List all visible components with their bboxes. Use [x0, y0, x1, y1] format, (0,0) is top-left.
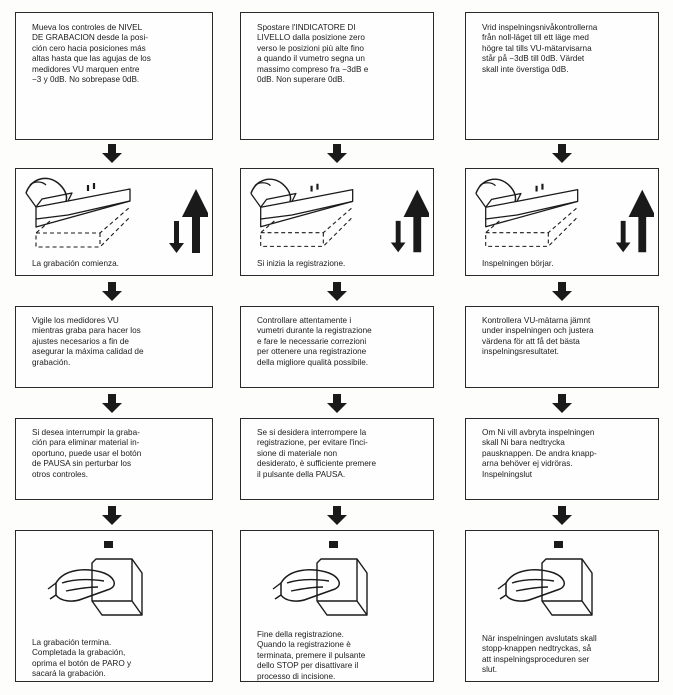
col2-step5-text: Fine della registrazione. Quando la registrazione è terminata, premere il pulsante dello STOP per disattivare il processo di incisione.	[257, 630, 366, 681]
stop-button-finger-icon	[271, 539, 401, 629]
down-arrow-icon	[326, 144, 348, 164]
level-control-illustration-icon	[22, 173, 208, 261]
down-arrow-icon	[551, 394, 573, 414]
down-arrow-icon	[326, 506, 348, 526]
down-arrow-icon	[101, 144, 123, 164]
down-arrow-icon	[551, 506, 573, 526]
col1-step2-caption: La grabación comienza.	[32, 259, 119, 268]
col1-step4-text: Si desea interrumpir la graba- ción para eliminar material in- oportuno, puede usar el botón de PAUSA sin perturbar los otros controles.	[32, 428, 142, 479]
col3-step5-box	[465, 530, 659, 682]
col3-step3-text: Kontrollera VU-mätarna jämnt under inspelningen och justera värdena för att få det bästa inspelningsresultatet.	[482, 316, 594, 357]
col3-step4-text: Om Ni vill avbryta inspelningen skall Ni bara nedtrycka pausknappen. De andra knapp- arna behöver ej vidröras. Inspelningslut	[482, 428, 597, 479]
down-arrow-icon	[101, 394, 123, 414]
col3-step2-caption: Inspelningen börjar.	[482, 259, 554, 268]
col2-step3-text: Controllare attentamente i vumetri durante la registrazione e fare le necessarie correzioni per ottenere una registrazione della migliore qualità possibile.	[257, 316, 372, 367]
down-arrow-icon	[551, 144, 573, 164]
col1-step1-box	[15, 12, 213, 140]
col1-step3-box	[15, 306, 213, 388]
level-control-illustration-icon	[247, 173, 429, 261]
stop-button-finger-icon	[46, 539, 176, 629]
col2-step5-box	[240, 530, 434, 682]
col2-step1-text: Spostare l'INDICATORE DI LIVELLO dalla posizione zero verso le posizioni più alte fino a quando il vumetro segna un massimo compreso fra −3dB e 0dB. Non superare 0dB.	[257, 23, 369, 85]
col2-step3-box	[240, 306, 434, 388]
col1-step5-box	[15, 530, 213, 682]
col1-step5-text: La grabación termina. Completada la grabación, oprima el botón de PARO y sacará la grabación.	[32, 638, 132, 679]
down-arrow-icon	[101, 282, 123, 302]
col3-step2-box	[465, 168, 659, 276]
down-arrow-icon	[101, 506, 123, 526]
col3-step3-box	[465, 306, 659, 388]
stop-button-finger-icon	[496, 539, 626, 629]
col2-step1-box	[240, 12, 434, 140]
col2-step2-caption: Si inizia la registrazione.	[257, 259, 346, 268]
col3-step1-text: Vrid inspelningsnivåkontrollerna från noll-läget till ett läge med högre tal tills VU-mätarvisarna står på −3dB till 0dB. Värdet skall inte överstiga 0dB.	[482, 23, 598, 74]
down-arrow-icon	[326, 282, 348, 302]
col2-step2-box	[240, 168, 434, 276]
col1-step3-text: Vigile los medidores VU mientras graba para hacer los ajustes necesarios a fin de asegurar la máxima calidad de grabación.	[32, 316, 144, 367]
col2-step4-box	[240, 418, 434, 500]
col1-step2-box	[15, 168, 213, 276]
col3-step1-box	[465, 12, 659, 140]
col1-step4-box	[15, 418, 213, 500]
down-arrow-icon	[551, 282, 573, 302]
level-control-illustration-icon	[472, 173, 654, 261]
col2-step4-text: Se si desidera interrompere la registrazione, per evitare l'inci- sione di materiale non desiderato, è sufficiente premere il pulsante della PAUSA.	[257, 428, 377, 479]
col3-step5-text: När inspelningen avslutats skall stopp-knappen nedtryckas, så att inspelningsproceduren ser slut.	[482, 634, 597, 675]
down-arrow-icon	[326, 394, 348, 414]
col3-step4-box	[465, 418, 659, 500]
col1-step1-text: Mueva los controles de NIVEL DE GRABACION desde la posi- ción cero hacia posiciones más altas hasta que las agujas de los medidores VU marquen entre −3 y 0dB. No sobrepase 0dB.	[32, 23, 151, 85]
